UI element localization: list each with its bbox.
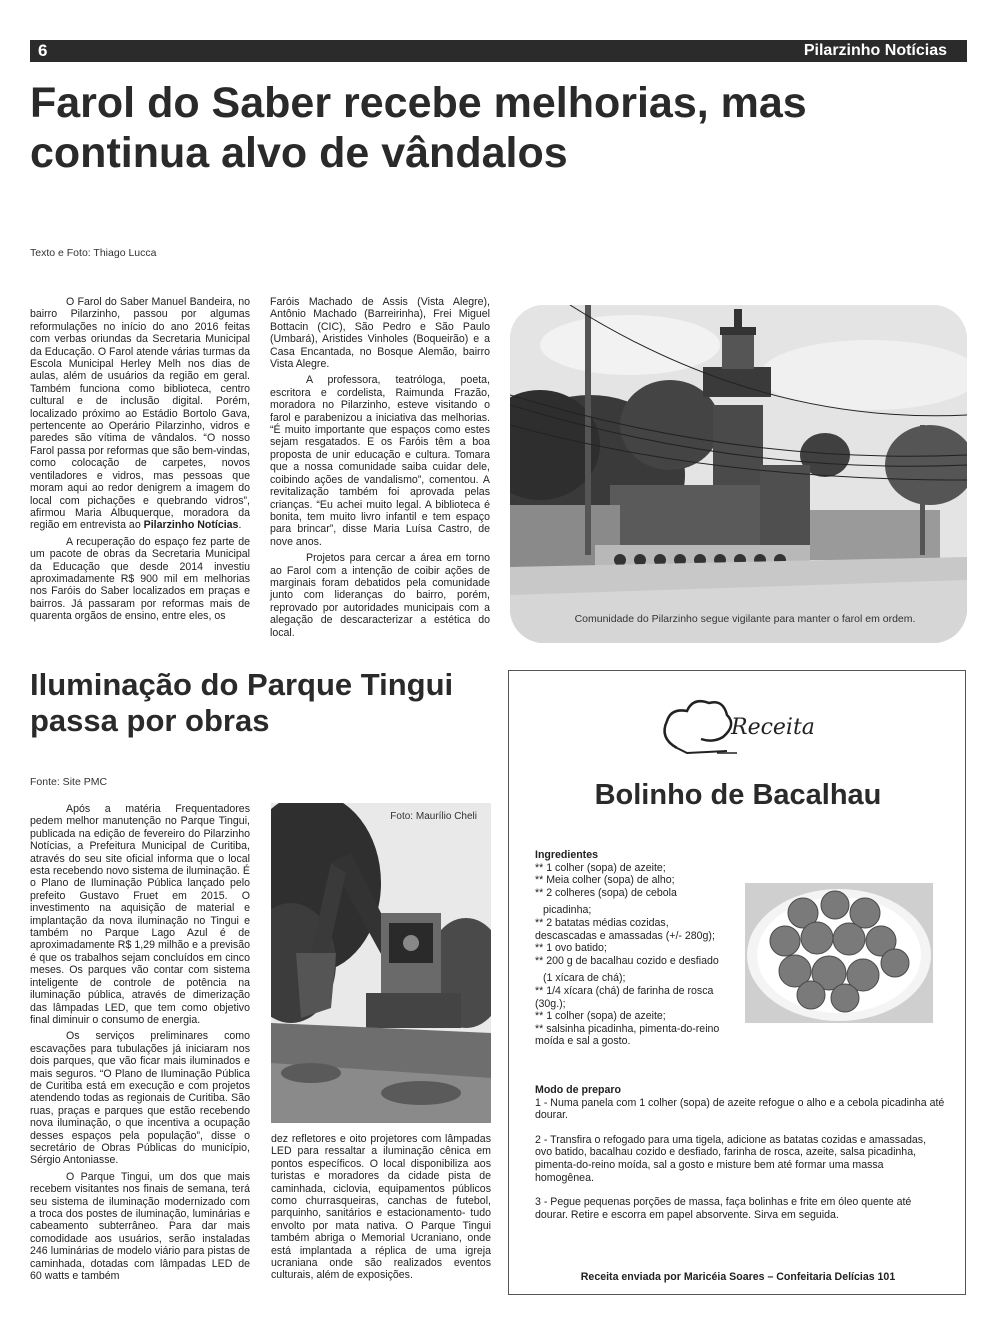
article1-col2-para1: Faróis Machado de Assis (Vista Alegre), Antônio Machado (Barreirinha), Frei Miguel Bottacin (CIC), São Pedro e São Paulo (Umbará), Aristides Vinholes (Boqueirão) e a Casa Encantada, no Bosque Alemão, bairro Vista Alegre. bbox=[270, 296, 490, 371]
article1-col1-para1: O Farol do Saber Manuel Bandeira, no bairro Pilarzinho, passou por algumas reformulações no início do ano 2016 feitas com verbas oriundas da Secretaria Municipal da Educação. O Farol atende várias turmas da Escola Municipal Herley Melh nos dias de aulas, além de usuários da região em geral. Também funciona como biblioteca, centro cultural e de inclusão digital. Porém, localizado próximo ao Estádio Bortolo Gava, pertencente ao Operário Pilarzinho, vidros e paredes são vítima de vândalos. “O nosso Farol passa por reformas que são bem-vindas, como colocação de carpetes, novos ventiladores e vidros, mas pessoas que moram aqui ao redor denigrem a imagem do local com pichações e quebrando vidros”, afirmou Maria Albuquerque, moradora da região em entrevista ao Pilarzinho Notícias. bbox=[30, 296, 250, 532]
article1-col2-para3: Projetos para cercar a área em torno ao Farol com a intenção de coibir ações de marginais foram debatidos pela comunidade junto com lideranças do bairro, porém, reprovado por autoridades municipais com a alegação de descaracterizar a estética do local. bbox=[270, 552, 490, 639]
excavator-photo-credit: Foto: Maurílio Cheli bbox=[390, 811, 477, 822]
article2-column-2 bbox=[271, 1133, 491, 1286]
article2-col2-para1: dez refletores e oito projetores com lâmpadas LED para ressaltar a iluminação cênica em pontos específicos. O local disponibiliza aos turistas e moradores da cidade pista de caminhada, ciclovia, equipamentos públicos como churrasqueiras, canchas de futebol, parquinho, sanitários e estacionamento- tudo envolto por mata nativa. O Parque Tingui também abriga o Memorial Ucraniano, onde está implantada a réplica de uma igreja ucraniana onde são realizados eventos culturais, além de exposições. bbox=[271, 1133, 491, 1282]
article2-col1-para3: O Parque Tingui, um dos que mais recebem visitantes nos finais de semana, terá seu sistema de iluminação modernizado com a troca dos postes de iluminação, luminárias e cabeamento subterrâneo. Para dar mais comodidade aos usuários, serão instaladas 246 luminárias de modelo viário para pistas de caminhada, dotadas com lâmpadas LED de 60 watts e também bbox=[30, 1170, 250, 1283]
article2-col1-para2: Os serviços preliminares como escavações para tubulações já iniciaram nos dois parques, que vão ficar mais iluminados e mais seguros. “O Plano de Iluminação Pública de Curitiba está em execução e com projetos atendendo todas as regionais de Curitiba. São ruas, praças e parques que estão recebendo nova iluminação, o que incentiva a ocupação desses espaços pela população”, disse o secretário de Obras Públicas do município, Sérgio Antoniasse. bbox=[30, 1030, 250, 1167]
publication-name: Pilarzinho Notícias bbox=[803, 42, 947, 59]
article1-headline-line2: continua alvo de vândalos bbox=[30, 129, 568, 177]
codfish-balls-illustration bbox=[745, 883, 933, 1023]
ingredient-item: ** 1 colher (sopa) de azeite; bbox=[535, 861, 666, 874]
ingredient-item: (1 xícara de chá); bbox=[543, 972, 626, 985]
excavator-illustration bbox=[271, 803, 491, 1123]
ingredients-section bbox=[535, 849, 745, 1048]
lighthouse-photo-caption: Comunidade do Pilarzinho segue vigilante para manter o farol em ordem. bbox=[574, 613, 916, 625]
method-section bbox=[535, 1084, 945, 1221]
lighthouse-photo bbox=[510, 305, 967, 643]
ingredient-item: ** 200 g de bacalhau cozido e desfiado bbox=[535, 954, 719, 967]
method-step: 3 - Pegue pequenas porções de massa, faça bolinhas e frite em óleo quente até dourar. Retire e escorra em papel absorvente. Sirva em seguida. bbox=[535, 1196, 912, 1221]
ingredient-item: (30g.); bbox=[535, 997, 566, 1010]
lighthouse-illustration bbox=[510, 305, 967, 643]
article1-headline-line1: Farol do Saber recebe melhorias, mas bbox=[30, 79, 807, 127]
excavator-photo bbox=[271, 803, 491, 1123]
article2-headline-line2: passa por obras bbox=[30, 703, 270, 738]
article2-column-1 bbox=[30, 803, 250, 1286]
article1-credit: Texto e Foto: Thiago Lucca bbox=[30, 247, 157, 259]
ingredient-item: ** 1/4 xícara (chá) de farinha de rosca bbox=[535, 984, 714, 997]
article1-headline bbox=[30, 78, 950, 178]
page-number: 6 bbox=[38, 41, 48, 60]
article2-headline-line1: Iluminação do Parque Tingui bbox=[30, 667, 454, 702]
page-header-bar bbox=[30, 40, 967, 62]
article1-col1-para2: A recuperação do espaço fez parte de um pacote de obras da Secretaria Municipal da Educação que desde 2014 investiu aproximadamente R$ 900 mil em melhorias nos Faróis do Saber localizados em praças e bairros. Já passaram por reformas mais de quarenta orgãos de ensino, entre eles, os bbox=[30, 535, 250, 623]
article1-column-1 bbox=[30, 296, 250, 627]
ingredient-item: ** Meia colher (sopa) de alho; bbox=[535, 874, 675, 887]
method-heading: Modo de preparo bbox=[535, 1084, 621, 1096]
recipe-box bbox=[508, 670, 966, 1295]
recipe-logo-text: Receita bbox=[731, 715, 815, 740]
article2-col1-para1: Após a matéria Frequentadores pedem melhor manutenção no Parque Tingui, publicada na edição de fevereiro do Pilarzinho Notícias, a Prefeitura Municipal de Curitiba, através do seu site oficial informa que o local esta recebendo novo sistema de iluminação. É o Plano de Iluminação Pública lançado pelo prefeito Gustavo Fruet em 2015. O investimento na aquisição de material e implantação da nova iluminação no Tingui e também no Parque Lago Azul é de aproximadamente R$ 1,29 milhão e a previsão é que os trabalhos sejam concluídos em cinco meses. Os parques vão contar com sistema inteligente de controle de potência na iluminação pública, através de dimerização das lâmpadas LED, que tem como objetivo final diminuir o consumo de energia. bbox=[30, 803, 250, 1026]
article1-column-2 bbox=[270, 296, 490, 643]
ingredient-item: moída e sal a gosto. bbox=[535, 1035, 631, 1048]
article1-col2-para2: A professora, teatróloga, poeta, escritora e cordelista, Raimunda Frazão, moradora no Pilarzinho, esteve visitando o farol e parabenizou a iniciativa das melhorias. “É muito importante que espaços como estes sejam resgatados. E os Faróis têm a boa proposta de unir educação e cultura. Tomara que a nossa comunidade saiba cuidar dele, coibindo ações de vandalismo”, comentou. A revitalização também foi aprovada pelas crianças. “Eu achei muito legal. A biblioteca é bonita, tem muito livro infantil e tem espaço para brincar”, disse Maria Luísa Castro, de nove anos. bbox=[270, 374, 490, 548]
chef-hat-icon bbox=[657, 693, 737, 763]
ingredient-item: ** 2 batatas médias cozidas, bbox=[535, 916, 669, 929]
method-step: 1 - Numa panela com 1 colher (sopa) de azeite refogue o alho e a cebola picadinha até dourar. bbox=[535, 1096, 945, 1122]
method-step: 2 - Transfira o refogado para uma tigela, adicione as batatas cozidas e amassadas, ovo batido, bacalhau cozido e desfiado, farinha de rosca, azeite, salsa picadinha, pimenta-do-reino moída, sal a gosto e misture bem até formar uma massa homogênea. bbox=[535, 1133, 927, 1184]
publication-mention: Pilarzinho Notícias bbox=[143, 519, 239, 532]
article2-credit: Fonte: Site PMC bbox=[30, 776, 108, 788]
ingredient-item: ** 2 colheres (sopa) de cebola bbox=[535, 886, 677, 899]
ingredient-item: ** 1 ovo batido; bbox=[535, 942, 607, 955]
ingredient-item: ** 1 colher (sopa) de azeite; bbox=[535, 1010, 666, 1023]
ingredient-item: descascadas e amassadas (+/- 280g); bbox=[535, 929, 715, 942]
recipe-title: Bolinho de Bacalhau bbox=[594, 779, 882, 811]
ingredient-item: picadinha; bbox=[543, 904, 592, 917]
ingredient-item: ** salsinha picadinha, pimenta-do-reino bbox=[535, 1022, 720, 1035]
recipe-footer: Receita enviada por Maricéia Soares – Confeitaria Delícias 101 bbox=[580, 1271, 896, 1283]
codfish-balls-photo bbox=[745, 883, 933, 1023]
ingredients-heading: Ingredientes bbox=[535, 849, 598, 861]
article2-headline bbox=[30, 667, 500, 739]
